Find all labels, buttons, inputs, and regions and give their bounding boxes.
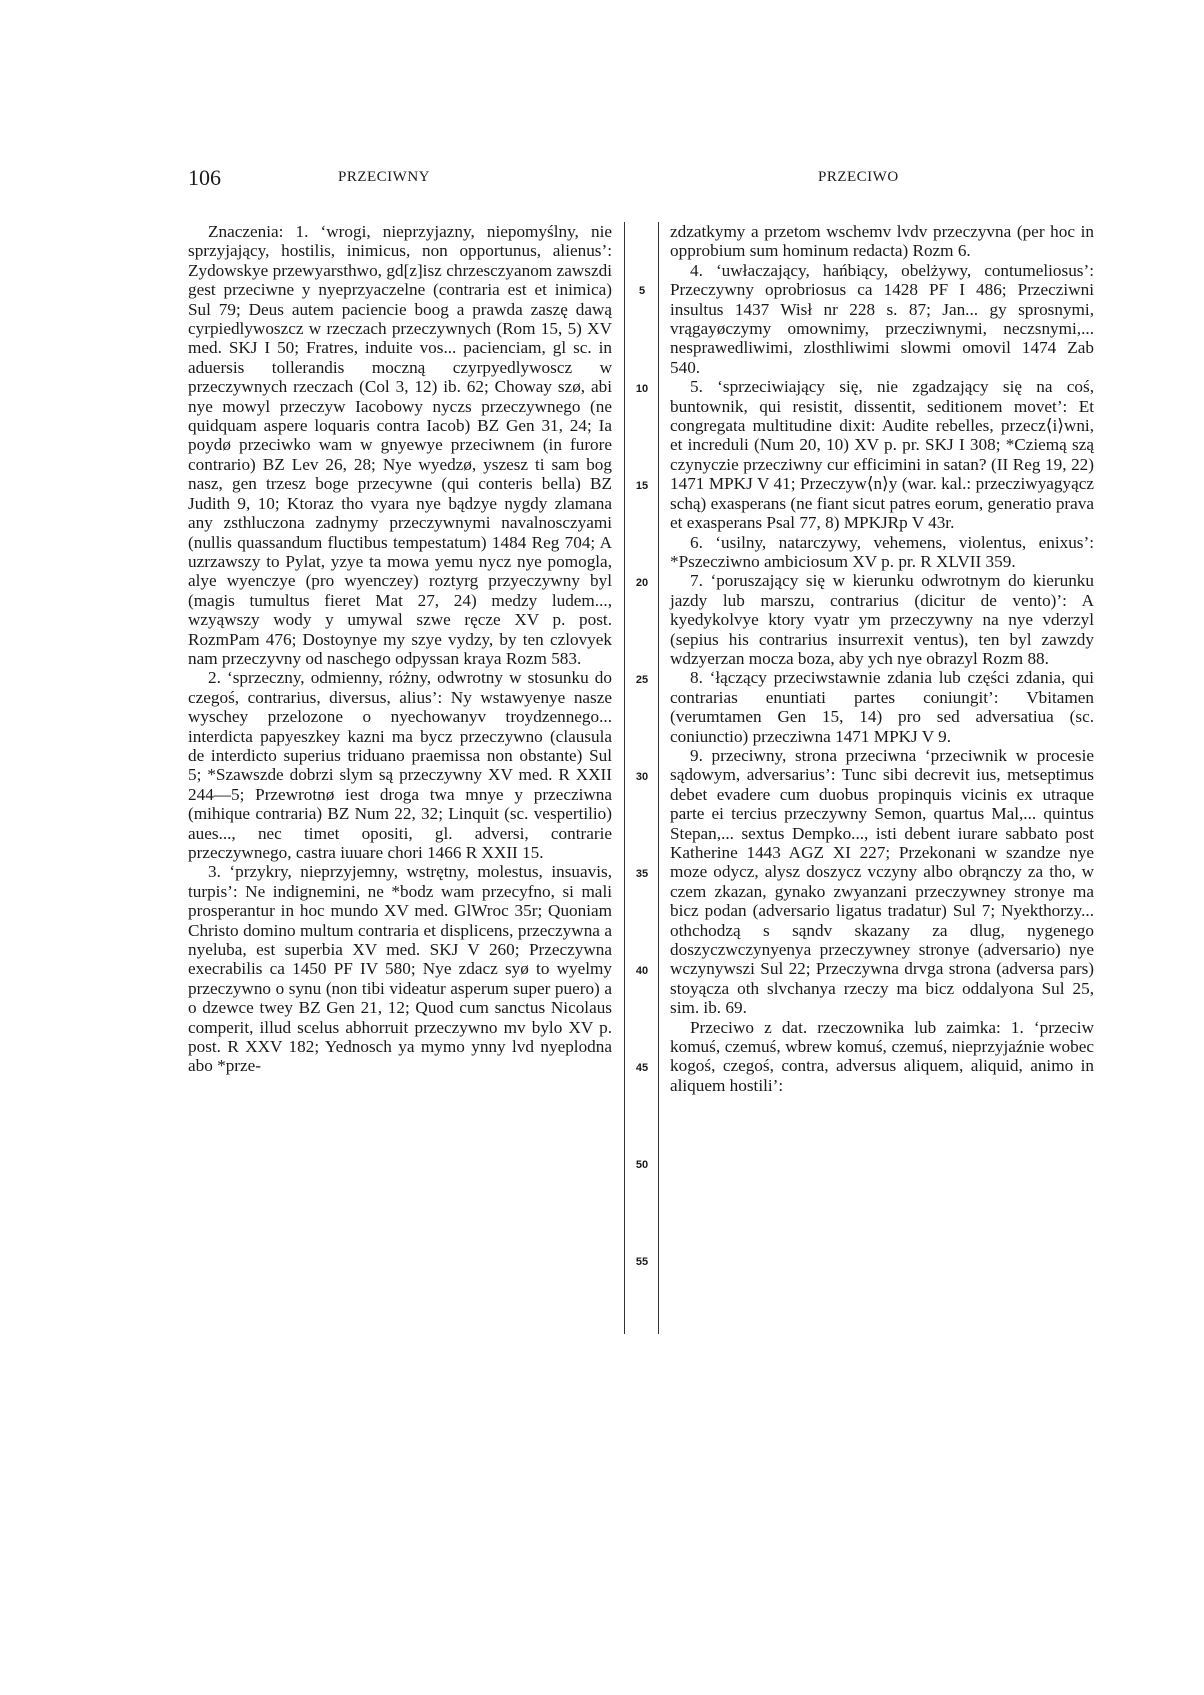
line-number: 55 bbox=[635, 1256, 649, 1268]
line-number: 35 bbox=[635, 868, 649, 880]
line-number: 20 bbox=[635, 577, 649, 589]
page-header bbox=[188, 165, 948, 195]
entry-paragraph: 9. przeciwny, strona przeciwna ‘przeciwnik w procesie sądowym, adversarius’: Tunc sibi decrevit ius, metseptimus debet evadere cum duobus propinquis vicinis ex utraque parte ei tercius przeczywny Semon, quartus Mal,... quintus Stepan,... sextus Dempko..., isti debent iurare sabbato post Katherine 1443 AGZ XI 227; Przekonani w szandze nye moze odycz, alysz doszycz vczyny albo obrąnczy za tho, w czem zkazan, gynako zwyanzani przeczywney stronye ma bicz podan (adversario ligatus tradatur) Sul 7; Nyekthorzy... othchodzą s sąndv skazany za dlug, nygenego doszyczwczynyenya przeczywney stronye (adversario) nye wczynywszi Sul 22; Przeczywna drvga strona (adversa pars) stoyącza oth slvchanya rzeczy ma bicz oddalyona Sul 25, sim. ib. 69. bbox=[670, 745, 1094, 1018]
page-number: 106 bbox=[188, 165, 221, 190]
line-number: 50 bbox=[635, 1159, 649, 1171]
line-number: 10 bbox=[635, 383, 649, 395]
entry-paragraph: Znaczenia: 1. ‘wrogi, nieprzyjazny, niepomyślny, nie sprzyjający, hostilis, inimicus, non opportunus, alienus’: Zydowskye przewyarsthwo, gd[z]isz chrzesczyanom zawszdi gest przeciwne y nyeprzyaczelne (contraria est et inimica) Sul 79; Deus autem paciencie boog a prawda zaszę dawą cyrpiedlywoszcz w rzeczach przeczywnych (Rom 15, 5) XV med. SKJ I 50; Fratres, induite vos... pacienciam, gl sc. in aduersis tollerandis moczną czyrpyedlywoscz w przeczywnych rzeczach (Col 3, 12) ib. 62; Choway szø, abi nye mowyl przeczyw Iacobowy nyczs przeczywnego (ne quidquam aspere loquaris contra Iacob) BZ Gen 31, 24; Ia poydø przeciwko wam w gnyewye przeciwnem (in furore contrario) BZ Lev 26, 28; Nye wyedzø, yszesz ti sam bog nasz, gen trzesz boge przecywne (qui conteris bella) BZ Judith 9, 10; Ktoraz tho vyara nye bądzye nygdy zlamana any zsthluczona zadnymy przeczywnymi navalnosczyami (nullis quassandum fluctibus tempestatum) 1484 Reg 704; A uzrzawszy to Pylat, yzye ta mowa yemu nycz nye pomogla, alye wyenczye (pro wyenczey) roztyrg przyeczywny byl (magis tumultus fieret Mat 27, 24) medzy ludem..., wzyąwszy wody y umywal szwe ręcze XV p. post. RozmPam 476; Dostoynye my szye vydzy, by ten czlovyek nam przeczyvny od naschego odpyssan kraya Rozm 583. bbox=[188, 222, 612, 668]
left-running-head: PRZECIWNY bbox=[338, 169, 430, 185]
entry-paragraph: Przeciwo z dat. rzeczownika lub zaimka: 1. ‘przeciw komuś, czemuś, wbrew komuś, czemuś, nieprzyjaźnie wobec kogoś, czegoś, contra, adversus aliquem, aliquid, animo in aliquem hostili’: bbox=[670, 1017, 1094, 1095]
entry-paragraph: 8. ‘łączący przeciwstawnie zdania lub części zdania, qui contrarias enuntiati partes coniungit’: Vbitamen (verumtamen Gen 15, 14) pro sed adversatiua (sc. coniunctio) przecziwna 1471 MPKJ V 9. bbox=[670, 668, 1094, 746]
column-rule-left bbox=[624, 222, 625, 1334]
line-number: 5 bbox=[638, 285, 646, 297]
line-number: 15 bbox=[635, 480, 649, 492]
entry-paragraph: 6. ‘usilny, natarczywy, vehemens, violentus, enixus’: *Pszecziwno ambiciosum XV p. pr. R XLVII 359. bbox=[670, 532, 1094, 571]
right-running-head: PRZECIWO bbox=[818, 169, 899, 185]
entry-paragraph: 7. ‘poruszający się w kierunku odwrotnym do kierunku jazdy lub marszu, contrarius (dicitur de vento)’: A kyedykolvye ktory vyatr ym przeczywny na nye vderzyl (sepius his contrarius insurrexit ventus), ten byl zawzdy wdzyerzan mocza boza, aby ych nye obrazyl Rozm 88. bbox=[670, 571, 1094, 668]
entry-paragraph: 5. ‘sprzeciwiający się, nie zgadzający się na coś, buntownik, qui resistit, dissentit, seditionem movet’: Et congregata multitudine dixit: Audite rebelles, przecz⟨i⟩wni, et increduli (Num 20, 10) XV p. pr. SKJ I 308; *Cziemą szą czynyczie przecziwny cur efficimini in satan? (II Reg 19, 22) 1471 MPKJ V 41; Przeczyw⟨n⟩y (war. kal.: przecziwyagyącz schą) exasperans (ne fiant sicut patres eorum, generatio prava et exasperans Psal 77, 8) MPKJRp V 43r. bbox=[670, 377, 1094, 533]
left-column bbox=[188, 222, 612, 1076]
right-column bbox=[670, 222, 1094, 1095]
entry-paragraph: 2. ‘sprzeczny, odmienny, różny, odwrotny w stosunku do czegoś, contrarius, diversus, alius’: Ny wstawyenye nasze wyschey przelozone o nyechowanyv troydzennego... interdicta papyeszkey kazni ma bycz przeczywno (clausula de interdicto superius triduano praemissa non obstante) Sul 5; *Szawszde dobrzi slym są przeczywny XV med. R XXII 244—5; Przewrotnø iest droga twa mnye y przecziwna (mihique contraria) BZ Num 22, 32; Linquit (sc. vespertilio) aues..., nec timet opositi, gl. adversi, contrarie przeczywnego, castra iuuare chori 1466 R XXII 15. bbox=[188, 668, 612, 862]
line-number: 40 bbox=[635, 965, 649, 977]
entry-paragraph: 4. ‘uwłaczający, hańbiący, obelżywy, contumeliosus’: Przeczywny oprobriosus ca 1428 PF I 486; Przecziwni insultus 1437 Wisł nr 228 s. 87; Jan... gy sprosnymi, vrągayøczymy omownimy, przecziwnymi, neczsnymi,... nesprawedliwimi, zlosthliwimi slowmi omovil 1474 Zab 540. bbox=[670, 260, 1094, 377]
line-number: 25 bbox=[635, 674, 649, 686]
line-number: 30 bbox=[635, 771, 649, 783]
entry-paragraph: zdzatkymy a przetom wschemv lvdv przeczyvna (per hoc in opprobium sum hominum redacta) Rozm 6. bbox=[670, 222, 1094, 261]
entry-paragraph: 3. ‘przykry, nieprzyjemny, wstrętny, molestus, insuavis, turpis’: Ne indignemini, ne *bodz wam przecyfno, si mali prosperantur in hoc mundo XV med. GlWroc 35r; Quoniam Christo domino multum contraria et displicens, przeczywna a nyeluba, est superbia XV med. SKJ V 260; Przeczywna execrabilis ca 1450 PF IV 580; Nye zdacz syø to wyelmy przeczywno o synu (non tibi videatur asperum super puero) a o dzewce twey BZ Gen 21, 12; Quod cum sanctus Nicolaus comperit, illud scelus abhorruit przeczywno mv bylo XV p. post. R XXV 182; Yednosch ya mymo ynny lvd nyeplodna abo *prze- bbox=[188, 862, 612, 1076]
line-number: 45 bbox=[635, 1062, 649, 1074]
column-rule-right bbox=[658, 222, 659, 1334]
